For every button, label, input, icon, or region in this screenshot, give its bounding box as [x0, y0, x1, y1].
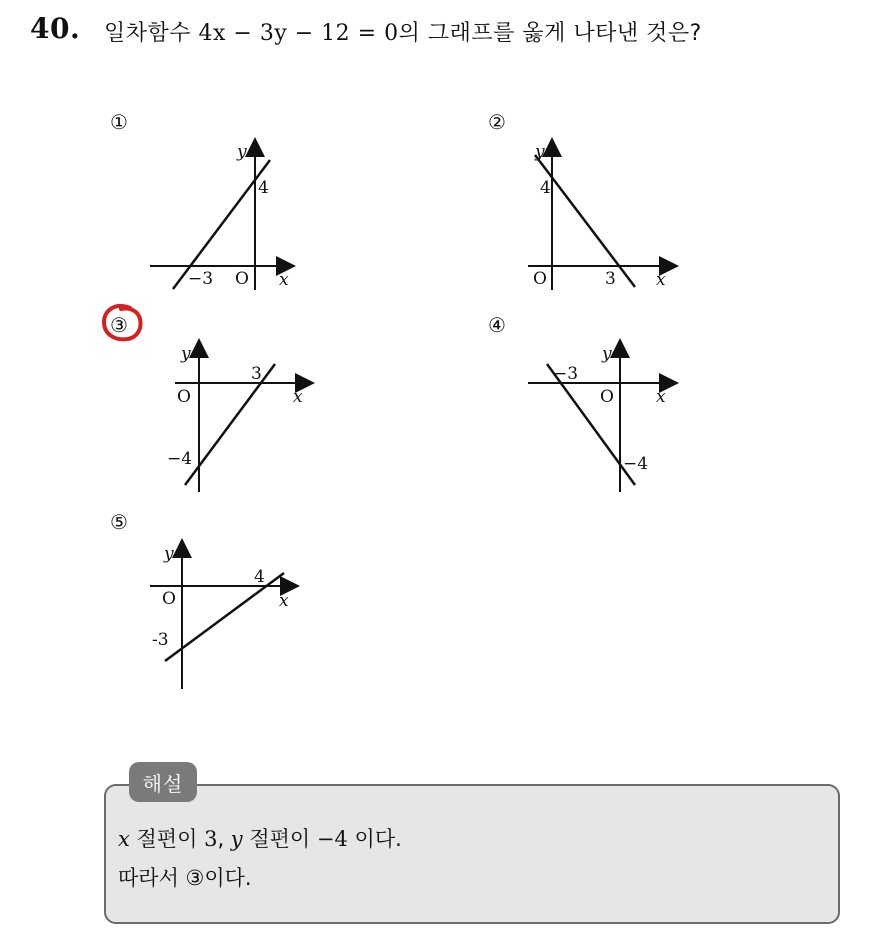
question-text [104, 16, 702, 47]
x-var: x [118, 827, 130, 851]
y-intercept-label: 4 [258, 178, 269, 198]
y-axis-label: y [602, 344, 612, 364]
y-intercept-label: 4 [540, 178, 551, 198]
x-intercept-label: 4 [254, 567, 265, 587]
y-axis-label: y [164, 544, 174, 564]
x-axis-label: x [656, 270, 666, 290]
graph-line [535, 155, 635, 287]
y-val: −4 [316, 827, 348, 851]
y-intercept-label: −4 [623, 454, 649, 474]
x-axis-label: x [293, 387, 303, 407]
explanation-tab: 해설 [129, 762, 197, 802]
question-equation: 4x − 3y − 12 = 0 [198, 21, 399, 46]
y-var: y [230, 827, 243, 851]
choice-2-graph [525, 135, 695, 300]
x-axis-label: x [279, 270, 289, 290]
y-axis-label: y [181, 344, 191, 364]
origin-label: O [162, 589, 176, 609]
y-axis-label: y [535, 142, 545, 162]
x-axis-label: x [279, 591, 289, 611]
question-number: 40. [30, 12, 81, 45]
y-intercept-label: −4 [167, 449, 193, 469]
origin-label: O [235, 269, 249, 289]
choice-5-graph [150, 537, 320, 697]
choice-4-label[interactable]: ④ [488, 313, 506, 337]
answer-circle-mark [100, 302, 144, 344]
text-4: 이다. [347, 827, 402, 851]
origin-label: O [533, 269, 547, 289]
explanation-line-1 [118, 823, 402, 853]
choice-1-graph [140, 135, 310, 300]
text-3: 절편이 [242, 827, 317, 851]
text-1: 절편이 [129, 827, 205, 851]
explanation-line-2: 따라서 ③이다. [118, 866, 252, 890]
choice-3-graph [165, 337, 335, 502]
choice-2-label[interactable]: ② [488, 110, 506, 134]
x-intercept-label: −3 [553, 364, 579, 384]
y-intercept-label: -3 [152, 630, 169, 650]
origin-label: O [600, 387, 614, 407]
question-suffix: 의 그래프를 옳게 나타낸 것은? [398, 21, 702, 46]
choice-5-label[interactable]: ⑤ [110, 510, 128, 534]
x-axis-label: x [656, 387, 666, 407]
x-val: 3 [204, 827, 218, 851]
choice-4-graph [525, 337, 695, 502]
x-intercept-label: 3 [251, 364, 262, 384]
question-prefix: 일차함수 [104, 21, 199, 46]
y-axis-label: y [237, 142, 247, 162]
origin-label: O [177, 387, 191, 407]
choice-1-label[interactable]: ① [110, 110, 128, 134]
choice-3-label[interactable]: ③ [110, 313, 128, 337]
x-intercept-label: 3 [605, 269, 616, 289]
explanation-box [104, 784, 840, 924]
text-2: , [217, 827, 231, 851]
x-intercept-label: −3 [188, 269, 214, 289]
